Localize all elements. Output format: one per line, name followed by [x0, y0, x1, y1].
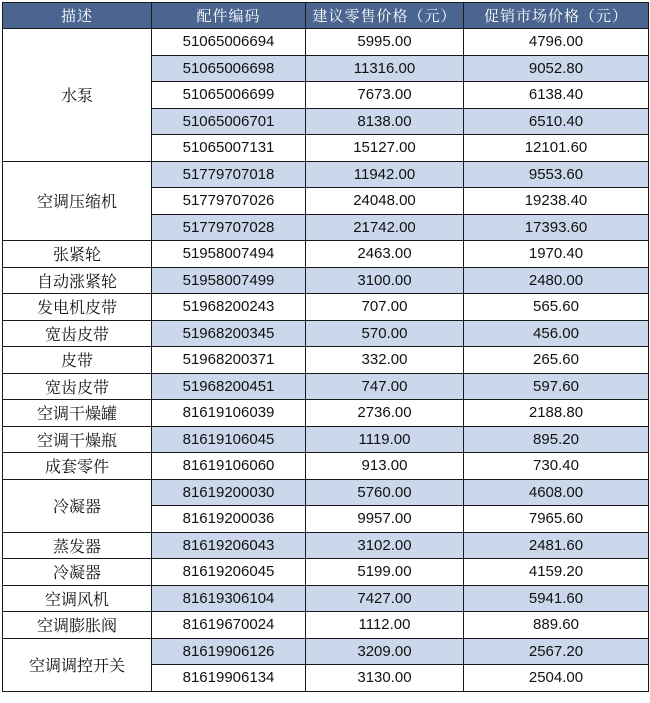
part-code-cell: 81619206043	[152, 532, 306, 559]
description-cell: 蒸发器	[3, 532, 152, 559]
promo-price-cell: 2481.60	[464, 532, 649, 559]
part-code-cell: 81619200030	[152, 479, 306, 506]
retail-price-cell: 8138.00	[306, 108, 464, 135]
header-part-code: 配件编码	[152, 3, 306, 29]
description-cell: 空调压缩机	[3, 161, 152, 241]
header-promo-price: 促销市场价格（元）	[464, 3, 649, 29]
header-retail-price: 建议零售价格（元）	[306, 3, 464, 29]
description-cell: 发电机皮带	[3, 294, 152, 321]
table-row	[3, 426, 649, 453]
table-row	[3, 373, 649, 400]
promo-price-cell: 2567.20	[464, 638, 649, 665]
promo-price-cell: 597.60	[464, 373, 649, 400]
description-cell: 自动涨紧轮	[3, 267, 152, 294]
retail-price-cell: 5995.00	[306, 29, 464, 56]
retail-price-cell: 11942.00	[306, 161, 464, 188]
retail-price-cell: 5760.00	[306, 479, 464, 506]
part-code-cell: 51968200243	[152, 294, 306, 321]
part-code-cell: 81619306104	[152, 585, 306, 612]
retail-price-cell: 24048.00	[306, 188, 464, 215]
retail-price-cell: 15127.00	[306, 135, 464, 162]
table-row	[3, 479, 649, 506]
retail-price-cell: 707.00	[306, 294, 464, 321]
promo-price-cell: 6510.40	[464, 108, 649, 135]
retail-price-cell: 2463.00	[306, 241, 464, 268]
retail-price-cell: 7673.00	[306, 82, 464, 109]
promo-price-cell: 7965.60	[464, 506, 649, 533]
table-row	[3, 294, 649, 321]
promo-price-cell: 6138.40	[464, 82, 649, 109]
retail-price-cell: 3102.00	[306, 532, 464, 559]
part-code-cell: 51779707026	[152, 188, 306, 215]
description-cell: 成套零件	[3, 453, 152, 480]
part-code-cell: 51958007494	[152, 241, 306, 268]
retail-price-cell: 2736.00	[306, 400, 464, 427]
header-row	[3, 3, 649, 29]
promo-price-cell: 1970.40	[464, 241, 649, 268]
retail-price-cell: 3209.00	[306, 638, 464, 665]
part-code-cell: 51968200345	[152, 320, 306, 347]
retail-price-cell: 1119.00	[306, 426, 464, 453]
retail-price-cell: 747.00	[306, 373, 464, 400]
promo-price-cell: 2188.80	[464, 400, 649, 427]
promo-price-cell: 9553.60	[464, 161, 649, 188]
part-code-cell: 51065006698	[152, 55, 306, 82]
description-cell: 宽齿皮带	[3, 373, 152, 400]
promo-price-cell: 4796.00	[464, 29, 649, 56]
description-cell: 皮带	[3, 347, 152, 374]
description-cell: 宽齿皮带	[3, 320, 152, 347]
part-code-cell: 51779707018	[152, 161, 306, 188]
description-cell: 空调膨胀阀	[3, 612, 152, 639]
promo-price-cell: 889.60	[464, 612, 649, 639]
promo-price-cell: 4608.00	[464, 479, 649, 506]
description-cell: 冷凝器	[3, 559, 152, 586]
table-row	[3, 638, 649, 665]
promo-price-cell: 2480.00	[464, 267, 649, 294]
part-code-cell: 51065006694	[152, 29, 306, 56]
retail-price-cell: 7427.00	[306, 585, 464, 612]
part-code-cell: 81619670024	[152, 612, 306, 639]
table-row	[3, 532, 649, 559]
promo-price-cell: 565.60	[464, 294, 649, 321]
part-code-cell: 81619906134	[152, 665, 306, 692]
description-cell: 空调干燥罐	[3, 400, 152, 427]
retail-price-cell: 5199.00	[306, 559, 464, 586]
part-code-cell: 51958007499	[152, 267, 306, 294]
table-row	[3, 29, 649, 56]
retail-price-cell: 913.00	[306, 453, 464, 480]
retail-price-cell: 570.00	[306, 320, 464, 347]
description-cell: 空调调控开关	[3, 638, 152, 691]
part-code-cell: 51968200451	[152, 373, 306, 400]
table-header	[3, 3, 649, 29]
description-cell: 张紧轮	[3, 241, 152, 268]
table-row	[3, 612, 649, 639]
retail-price-cell: 3130.00	[306, 665, 464, 692]
part-code-cell: 81619906126	[152, 638, 306, 665]
table-body	[3, 29, 649, 692]
table-row	[3, 320, 649, 347]
retail-price-cell: 3100.00	[306, 267, 464, 294]
promo-price-cell: 456.00	[464, 320, 649, 347]
part-code-cell: 81619106060	[152, 453, 306, 480]
table-row	[3, 585, 649, 612]
part-code-cell: 81619106045	[152, 426, 306, 453]
table-row	[3, 161, 649, 188]
parts-price-table	[2, 2, 649, 692]
description-cell: 空调干燥瓶	[3, 426, 152, 453]
promo-price-cell: 895.20	[464, 426, 649, 453]
promo-price-cell: 265.60	[464, 347, 649, 374]
promo-price-cell: 730.40	[464, 453, 649, 480]
table-row	[3, 453, 649, 480]
promo-price-cell: 4159.20	[464, 559, 649, 586]
promo-price-cell: 17393.60	[464, 214, 649, 241]
table-row	[3, 241, 649, 268]
part-code-cell: 51779707028	[152, 214, 306, 241]
promo-price-cell: 9052.80	[464, 55, 649, 82]
retail-price-cell: 9957.00	[306, 506, 464, 533]
retail-price-cell: 21742.00	[306, 214, 464, 241]
part-code-cell: 81619200036	[152, 506, 306, 533]
part-code-cell: 81619106039	[152, 400, 306, 427]
promo-price-cell: 5941.60	[464, 585, 649, 612]
description-cell: 水泵	[3, 29, 152, 162]
promo-price-cell: 12101.60	[464, 135, 649, 162]
promo-price-cell: 2504.00	[464, 665, 649, 692]
promo-price-cell: 19238.40	[464, 188, 649, 215]
table-row	[3, 559, 649, 586]
retail-price-cell: 1112.00	[306, 612, 464, 639]
part-code-cell: 51065006701	[152, 108, 306, 135]
retail-price-cell: 11316.00	[306, 55, 464, 82]
part-code-cell: 81619206045	[152, 559, 306, 586]
table-row	[3, 347, 649, 374]
retail-price-cell: 332.00	[306, 347, 464, 374]
description-cell: 空调风机	[3, 585, 152, 612]
description-cell: 冷凝器	[3, 479, 152, 532]
header-description: 描述	[3, 3, 152, 29]
part-code-cell: 51968200371	[152, 347, 306, 374]
table-row	[3, 267, 649, 294]
part-code-cell: 51065007131	[152, 135, 306, 162]
table-row	[3, 400, 649, 427]
part-code-cell: 51065006699	[152, 82, 306, 109]
